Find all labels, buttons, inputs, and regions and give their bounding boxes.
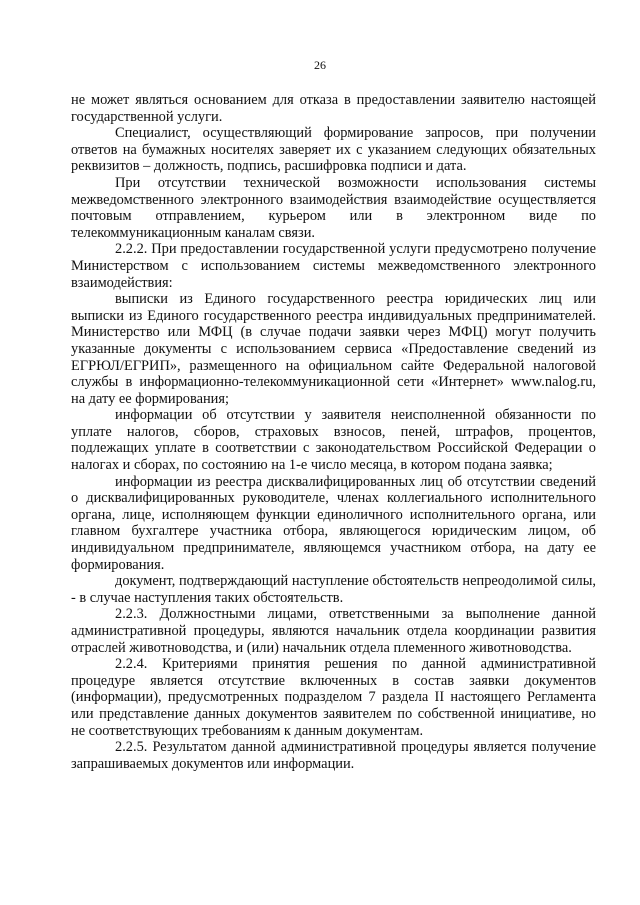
document-body <box>71 92 596 772</box>
paragraph-2-2-2: 2.2.2. При предоставлении государственной услуги предусмотрено получение Министерством с использованием системы межведомственного электронного взаимодействия: <box>71 241 596 291</box>
paragraph-no-tech-possibility: При отсутствии технической возможности использования системы межведомственного электронного взаимодействия взаимодействие осуществляется почтовым отправлением, курьером или в электронном виде по телекоммуникационным каналам связи. <box>71 174 596 241</box>
paragraph-2-2-5: 2.2.5. Результатом данной административной процедуры является получение запрашиваемых документов или информации. <box>71 739 596 772</box>
paragraph-disqualified-registry: информации из реестра дисквалифицированных лиц об отсутствии сведений о дисквалифицированных руководителе, членах коллегиального исполнительного органа, лице, исполняющем функции единоличного исполнительного органа, или главном бухгалтере участника отбора, являющегося юридическим лицом, об индивидуальном предпринимателе, являющемся участником отбора, на дату ее формирования. <box>71 473 596 573</box>
paragraph-specialist: Специалист, осуществляющий формирование запросов, при получении ответов на бумажных носителях заверяет их с указанием следующих обязательных реквизитов – должность, подпись, расшифровка подписи и дата. <box>71 125 596 175</box>
paragraph-tax-info: информации об отсутствии у заявителя неисполненной обязанности по уплате налогов, сборов, страховых взносов, пеней, штрафов, процентов, подлежащих уплате в соответствии с законодательством Российской Федерации о налогах и сборах, по состоянию на 1-е число месяца, в котором подана заявка; <box>71 407 596 474</box>
paragraph-continuation: не может являться основанием для отказа в предоставлении заявителю настоящей государственной услуги. <box>71 92 596 125</box>
paragraph-2-2-3: 2.2.3. Должностными лицами, ответственными за выполнение данной административной процедуры, являются начальник отдела координации развития отраслей животноводства, и (или) начальник отдела племенного животноводства. <box>71 606 596 656</box>
paragraph-2-2-4: 2.2.4. Критериями принятия решения по данной административной процедуре является отсутствие включенных в состав заявки документов (информации), предусмотренных подразделом 7 раздела II настоящего Регламента или представление данных документов заявителем по собственной инициативе, но не соответствующих требованиям к данным документам. <box>71 656 596 739</box>
page-number: 26 <box>314 58 326 72</box>
paragraph-egrul-extract: выписки из Единого государственного реестра юридических лиц или выписки из Единого государственного реестра индивидуальных предпринимателей. Министерство или МФЦ (в случае подачи заявки через МФЦ) могут получить указанные документы с использованием сервиса «Предоставление сведений из ЕГРЮЛ/ЕГРИП», размещенного на официальном сайте Федеральной налоговой службы в информационно-телекоммуникационной сети «Интернет» www.nalog.ru, на дату ее формирования; <box>71 291 596 407</box>
paragraph-force-majeure: документ, подтверждающий наступление обстоятельств непреодолимой силы, - в случае наступления таких обстоятельств. <box>71 573 596 606</box>
